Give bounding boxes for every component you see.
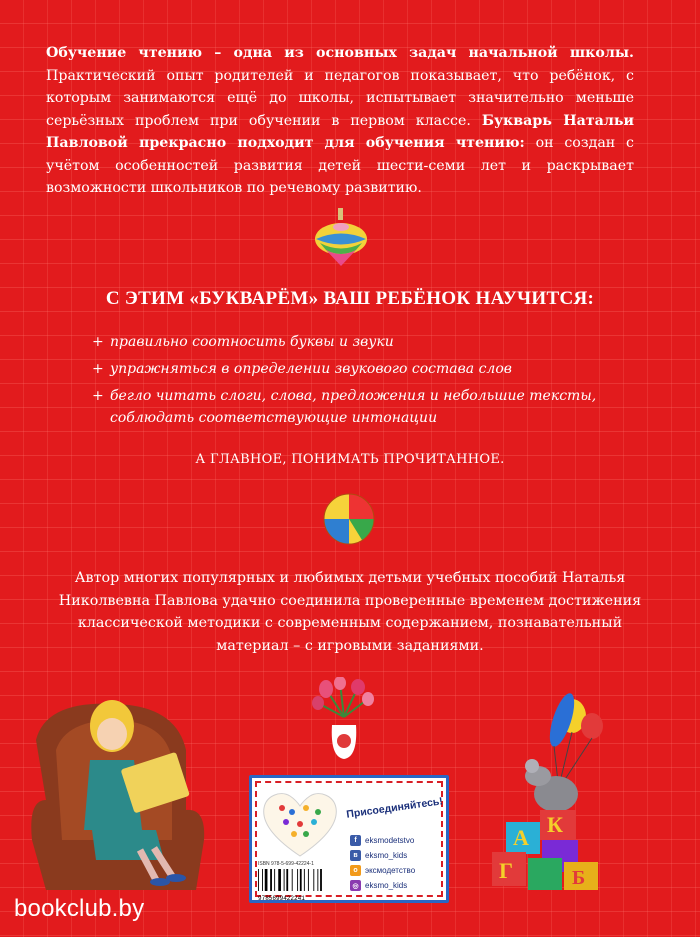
barcode-bar [300, 869, 302, 891]
facebook-icon: f [350, 835, 361, 846]
social-links [350, 833, 415, 893]
intro-text-2: он создан с учётом особенностей развития детей шести-семи лет и раскрывает возможности школьников по речевому развитию. [46, 135, 634, 196]
publisher-info-panel [249, 775, 449, 903]
svg-text:Б: Б [572, 867, 586, 889]
benefit-item [92, 358, 612, 380]
intro-text-1: Практический опыт родителей и педагогов показывает, что ребёнок, с которым занимаются ещё до школы, испытывает значительно меньше серьёзных проблем при обучении в первом классе. [46, 67, 634, 129]
benefits-list [92, 331, 612, 434]
social-link-ok[interactable] [350, 863, 415, 878]
social-link-facebook[interactable] [350, 833, 415, 848]
bullet-plus-icon: + [92, 334, 104, 350]
bullet-plus-icon: + [92, 388, 104, 404]
barcode-bar [308, 869, 309, 891]
barcode-bar [270, 869, 272, 891]
tulips-vase-illustration [306, 677, 382, 761]
mouse-blocks-balloons-illustration [480, 692, 610, 892]
benefit-item [92, 331, 612, 353]
intro-bold-lead: Обучение чтению – одна из основных задач начальной школы. [46, 45, 634, 61]
benefit-text: бегло читать слоги, слова, предложения и небольшие тексты, соблюдать соответствующие интонации [110, 388, 597, 426]
ok-icon: о [350, 865, 361, 876]
social-link-label: эксмодетство [365, 866, 416, 875]
barcode-bar [317, 869, 318, 891]
isbn-block [258, 861, 342, 902]
benefit-item [92, 385, 612, 429]
social-link-label: eksmo_kids [365, 881, 408, 890]
svg-text:К: К [547, 812, 563, 837]
benefit-text: правильно соотносить буквы и звуки [110, 334, 394, 350]
heart-logo-icon [260, 790, 340, 860]
benefit-text: упражняться в определении звукового состава слов [110, 361, 512, 377]
barcode-icon [258, 869, 342, 891]
barcode-bar [286, 869, 288, 891]
barcode-bar [258, 869, 259, 891]
instagram-icon: ◎ [350, 880, 361, 891]
join-us-label: Присоединяйтесь! [345, 795, 444, 821]
social-link-vk[interactable] [350, 848, 415, 863]
spinning-top-illustration [312, 206, 370, 268]
barcode-bar [265, 869, 268, 891]
main-point-text: А ГЛАВНОЕ, ПОНИМАТЬ ПРОЧИТАННОЕ. [195, 452, 505, 467]
vk-icon: в [350, 850, 361, 861]
social-link-label: eksmo_kids [365, 851, 408, 860]
watermark-text: bookclub.by [14, 895, 145, 922]
barcode-bar [297, 869, 298, 891]
girl-reading-in-armchair-illustration [26, 690, 216, 890]
isbn-text: ISBN 978-5-699-42224-1 [258, 861, 314, 867]
intro-bold-mid: Букварь Натальи Павловой прекрасно подходит для обучения чтению: [46, 112, 634, 151]
social-link-label: eksmodetstvo [365, 836, 415, 845]
intro-paragraph [46, 42, 634, 200]
barcode-bar [278, 869, 281, 891]
barcode-bar [274, 869, 275, 891]
svg-text:Г: Г [499, 858, 513, 883]
barcode-bar [262, 869, 263, 891]
barcode-bar [313, 869, 314, 891]
barcode-number: 9785699422241 [258, 895, 305, 902]
svg-text:А: А [513, 825, 529, 850]
barcode-bar [320, 869, 322, 891]
social-link-instagram[interactable] [350, 878, 415, 893]
barcode-bar [292, 869, 293, 891]
author-paragraph: Автор многих популярных и любимых детьми учебных пособий Наталья Николвевна Павлова удачно соединила проверенные временем достижения классической методики с современным содержанием, познавательный материал – с игровыми заданиями. [58, 570, 642, 654]
barcode-bar [304, 869, 305, 891]
barcode-bar [284, 869, 285, 891]
beach-ball-illustration [322, 492, 376, 546]
benefits-heading: С ЭТИМ «БУКВАРЁМ» ВАШ РЕБЁНОК НАУЧИТСЯ: [105, 288, 595, 309]
bullet-plus-icon: + [92, 361, 104, 377]
